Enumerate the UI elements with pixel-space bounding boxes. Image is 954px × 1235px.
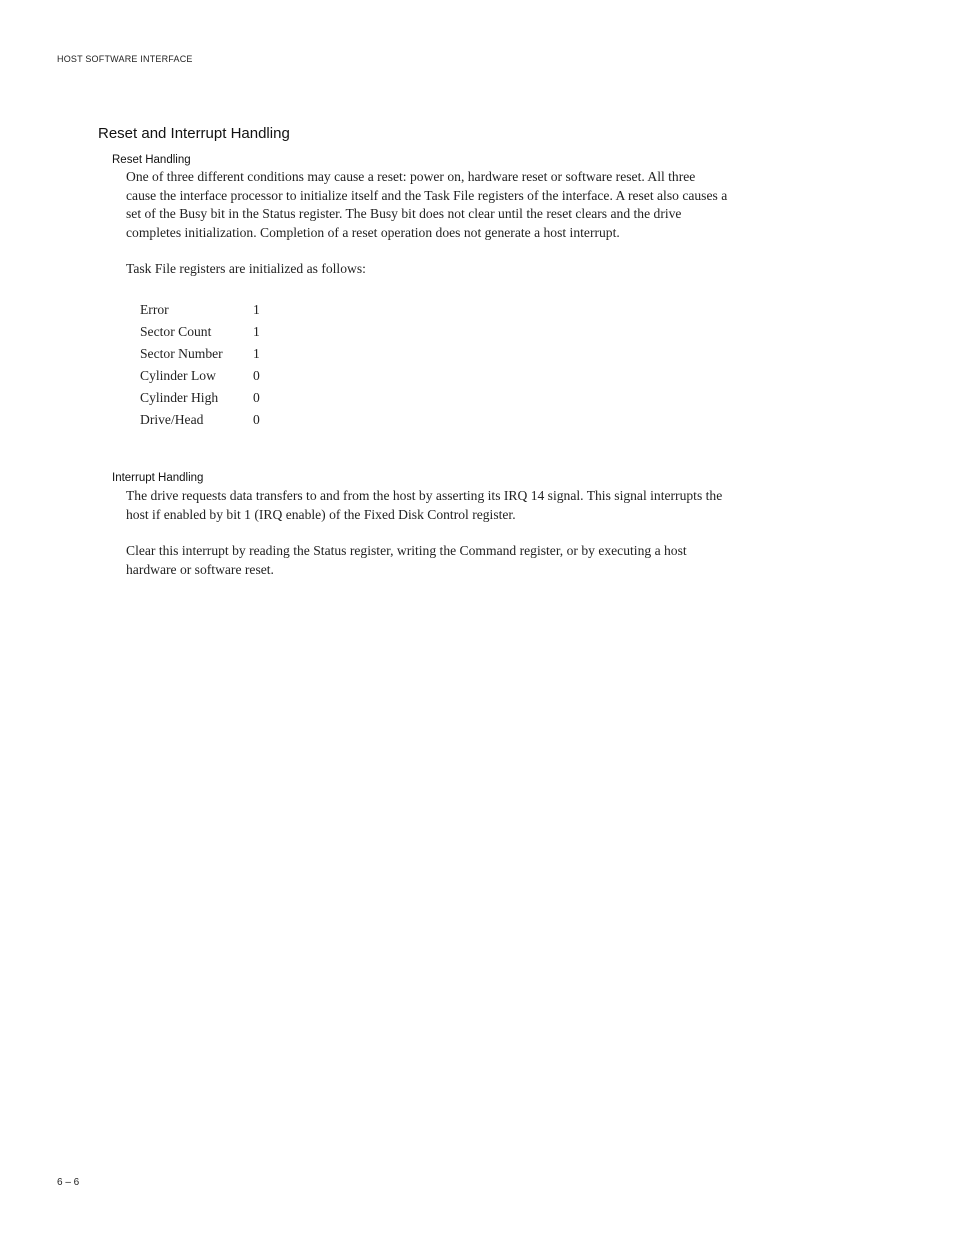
page-number: 6 – 6 xyxy=(57,1177,80,1188)
table-row xyxy=(140,365,260,387)
interrupt-handling-heading: Interrupt Handling xyxy=(112,472,204,484)
register-value: 0 xyxy=(253,390,260,405)
register-value: 0 xyxy=(253,412,260,427)
register-name: Cylinder High xyxy=(140,390,219,405)
register-value: 0 xyxy=(253,368,260,383)
register-name: Error xyxy=(140,302,169,317)
task-file-intro: Task File registers are initialized as follows: xyxy=(126,261,366,276)
register-name: Drive/Head xyxy=(140,412,204,427)
register-value: 1 xyxy=(253,302,260,317)
text-line: set of the Busy bit in the Status register. The Busy bit does not clear until the reset clears and the drive xyxy=(126,206,682,221)
table-row xyxy=(140,387,260,409)
text-line: The drive requests data transfers to and from the host by asserting its IRQ 14 signal. This signal interrupts the xyxy=(126,488,723,503)
text-line: One of three different conditions may cause a reset: power on, hardware reset or software reset. All three xyxy=(126,169,696,184)
register-value: 1 xyxy=(253,346,260,361)
text-line: completes initialization. Completion of a reset operation does not generate a host interrupt. xyxy=(126,224,620,240)
reset-handling-heading: Reset Handling xyxy=(112,154,191,166)
register-name: Sector Number xyxy=(140,346,223,361)
table-row xyxy=(140,299,260,321)
register-name: Cylinder Low xyxy=(140,368,216,383)
table-row xyxy=(140,321,260,343)
register-name: Sector Count xyxy=(140,324,212,339)
register-value: 1 xyxy=(253,324,260,339)
reset-handling-paragraph xyxy=(126,168,816,242)
interrupt-handling-paragraph xyxy=(126,487,816,524)
table-row xyxy=(140,343,260,365)
text-line: Clear this interrupt by reading the Status register, writing the Command register, or by executing a host xyxy=(126,543,687,558)
register-init-table xyxy=(140,299,260,431)
text-line: host if enabled by bit 1 (IRQ enable) of the Fixed Disk Control register. xyxy=(126,506,516,522)
table-row xyxy=(140,409,260,431)
text-line: hardware or software reset. xyxy=(126,561,274,577)
text-line: cause the interface processor to initialize itself and the Task File registers of the interface. A reset also causes a xyxy=(126,187,728,203)
section-title: Reset and Interrupt Handling xyxy=(98,125,290,142)
running-header: HOST SOFTWARE INTERFACE xyxy=(57,54,193,64)
clear-interrupt-paragraph xyxy=(126,542,816,579)
